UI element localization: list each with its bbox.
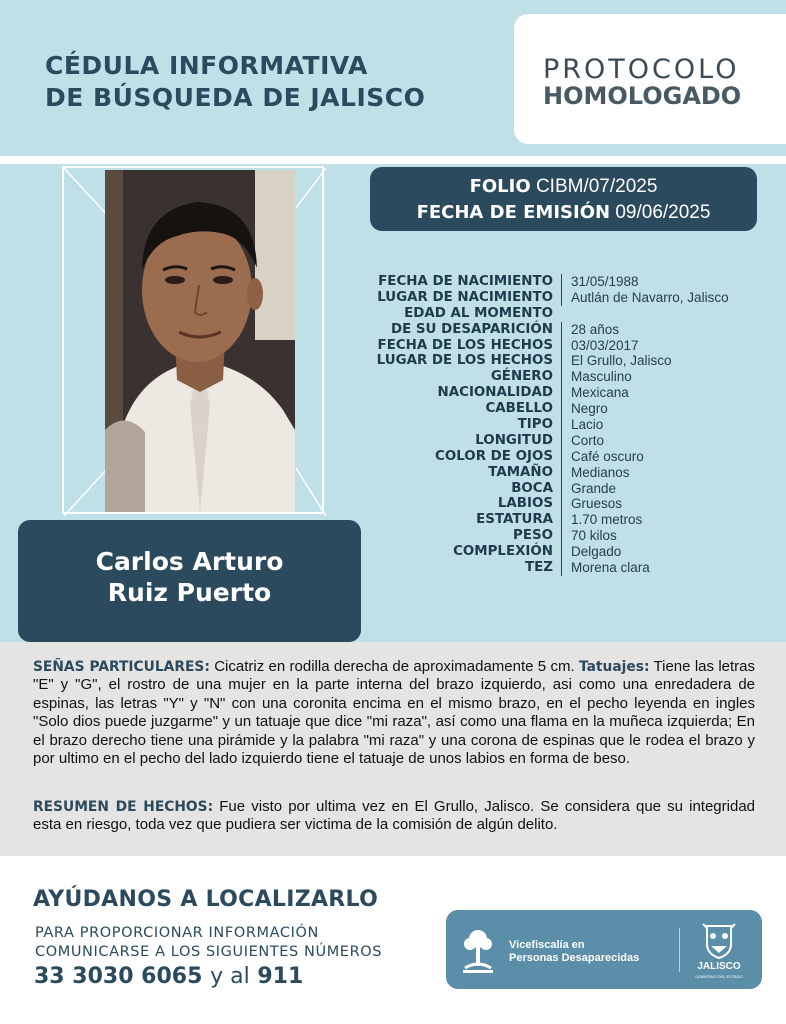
emission-value: 09/06/2025 — [615, 202, 711, 223]
person-name-box — [18, 520, 361, 642]
document-title — [45, 50, 425, 114]
folio-line — [370, 174, 757, 200]
protocol-badge — [514, 14, 786, 144]
protocol-label: PROTOCOLO — [543, 54, 740, 85]
folio-box — [370, 167, 757, 231]
detail-row — [350, 496, 770, 512]
detail-value: Mexicana — [561, 385, 629, 401]
detail-row — [350, 290, 770, 306]
detail-value: El Grullo, Jalisco — [561, 353, 672, 369]
detail-row — [350, 401, 770, 417]
detail-label: COLOR DE OJOS — [435, 448, 553, 464]
help-locate-title: AYÚDANOS A LOCALIZARLO — [33, 887, 379, 912]
detail-label: TAMAÑO — [488, 464, 553, 480]
personal-details — [350, 274, 770, 576]
detail-label: DE SU DESAPARICIÓN — [390, 321, 553, 337]
contact-phones — [34, 964, 303, 989]
header-divider — [0, 156, 786, 164]
detail-row — [350, 417, 770, 433]
detail-label: NACIONALIDAD — [437, 385, 553, 401]
title-line-2: DE BÚSQUEDA DE JALISCO — [45, 83, 426, 112]
facts-summary — [33, 798, 755, 835]
detail-label: TIPO — [517, 417, 553, 432]
detail-value: Corto — [561, 433, 604, 449]
folio-label: FOLIO — [469, 176, 531, 197]
detail-row — [350, 465, 770, 481]
detail-row — [350, 353, 770, 369]
detail-value: Negro — [561, 401, 608, 417]
institution-logos — [446, 910, 762, 989]
detail-value: Grande — [561, 481, 616, 497]
detail-label: LUGAR DE NACIMIENTO — [377, 289, 553, 305]
tattoos-label: Tatuajes: — [578, 659, 650, 675]
folio-value: CIBM/07/2025 — [535, 176, 658, 197]
contact-line-2: COMUNICARSE A LOS SIGUIENTES NÚMEROS — [35, 944, 383, 960]
description-section — [0, 642, 786, 856]
facts-summary-label: RESUMEN DE HECHOS: — [33, 799, 214, 815]
detail-label: LONGITUD — [475, 432, 553, 448]
detail-value: 28 años — [561, 322, 619, 338]
vicefiscalia-line-1: Vicefiscalía en — [509, 939, 585, 951]
distinguishing-marks-text: Cicatriz en rodilla derecha de aproximadamente 5 cm. — [214, 658, 575, 675]
person-first-names: Carlos Arturo — [95, 547, 284, 576]
detail-value: 31/05/1988 — [561, 274, 639, 290]
detail-row — [350, 433, 770, 449]
jalisco-seal-icon — [699, 920, 739, 960]
tattoos-text: Tiene las letras "E" y "G", el rostro de una mujer en la parte interna del brazo izquierdo, asi como una enredadera de espinas, las letras "Y" y "N" con una coronita encima en el mismo brazo, en el pecho leyenda en ingles "Solo dios puede juzgarme" y un tatuaje que dice "mi raza", así como una flama en la muñeca izquierda; En el brazo derecho tiene una pirámide y la palabra "mi raza" y una corona de espinas que le rodea el brazo y por ultimo en el pecho del lado izquierdo tiene el tatuaje de unos labios en forma de beso. — [33, 658, 756, 768]
detail-row — [350, 338, 770, 354]
detail-label: FECHA DE NACIMIENTO — [378, 273, 553, 289]
state-government-label: GOBIERNO DEL ESTADO — [695, 974, 743, 979]
main-info-section — [0, 164, 786, 642]
detail-value: Autlán de Navarro, Jalisco — [561, 290, 729, 306]
detail-row — [350, 322, 770, 338]
detail-label: EDAD AL MOMENTO — [404, 305, 553, 321]
person-photo — [105, 170, 295, 512]
vicefiscalia-line-2: Personas Desaparecidas — [509, 952, 640, 964]
emission-label: FECHA DE EMISIÓN — [416, 202, 611, 223]
detail-label: TEZ — [525, 560, 553, 576]
detail-row — [350, 274, 770, 290]
contact-line-1: PARA PROPORCIONAR INFORMACIÓN — [35, 925, 319, 941]
detail-row — [350, 560, 770, 576]
detail-value: Lacio — [561, 417, 603, 433]
detail-label: BOCA — [511, 480, 553, 496]
detail-label: COMPLEXIÓN — [453, 544, 553, 560]
detail-row — [350, 528, 770, 544]
detail-label: GÉNERO — [490, 369, 553, 385]
vicefiscalia-name — [509, 939, 639, 965]
homologado-label: HOMOLOGADO — [543, 82, 742, 110]
phone-joiner: y al — [210, 964, 250, 989]
detail-row — [350, 385, 770, 401]
detail-value: Delgado — [561, 544, 621, 560]
title-line-1: CÉDULA INFORMATIVA — [45, 51, 368, 80]
emergency-number[interactable]: 911 — [257, 964, 304, 989]
detail-value: 03/03/2017 — [561, 338, 639, 354]
vicefiscalia-logo-icon — [461, 928, 495, 974]
facts-summary-text: Fue visto por ultima vez en El Grullo, Jalisco. Se considera que su integridad esta en riesgo, toda vez que pudiera ser victima de la comisión de algún delito. — [33, 798, 756, 834]
detail-row — [350, 512, 770, 528]
detail-row — [350, 449, 770, 465]
detail-row — [350, 369, 770, 385]
detail-label: LABIOS — [497, 496, 553, 512]
distinguishing-marks — [33, 658, 755, 768]
detail-row — [350, 481, 770, 497]
detail-label: PESO — [513, 528, 553, 544]
distinguishing-marks-label: SEÑAS PARTICULARES: — [33, 659, 210, 675]
detail-value: Café oscuro — [561, 449, 644, 465]
detail-value: Medianos — [561, 465, 630, 481]
contact-instructions — [35, 924, 382, 962]
person-surnames: Ruiz Puerto — [107, 578, 272, 607]
detail-value: Masculino — [561, 369, 632, 385]
detail-value: 1.70 metros — [561, 512, 642, 528]
detail-label: FECHA DE LOS HECHOS — [377, 337, 553, 353]
detail-label: LUGAR DE LOS HECHOS — [376, 353, 553, 369]
detail-label: ESTATURA — [476, 512, 553, 528]
detail-label: CABELLO — [485, 401, 553, 417]
detail-row — [350, 306, 770, 322]
detail-row — [350, 544, 770, 560]
jalisco-wordmark: JALISCO — [697, 961, 741, 972]
detail-value: Morena clara — [561, 560, 650, 576]
detail-value: Gruesos — [561, 496, 622, 512]
header-band — [0, 0, 786, 156]
emission-line — [370, 200, 757, 226]
detail-value: 70 kilos — [561, 528, 617, 544]
phone-number[interactable]: 33 3030 6065 — [34, 964, 203, 989]
logo-separator — [679, 928, 680, 972]
